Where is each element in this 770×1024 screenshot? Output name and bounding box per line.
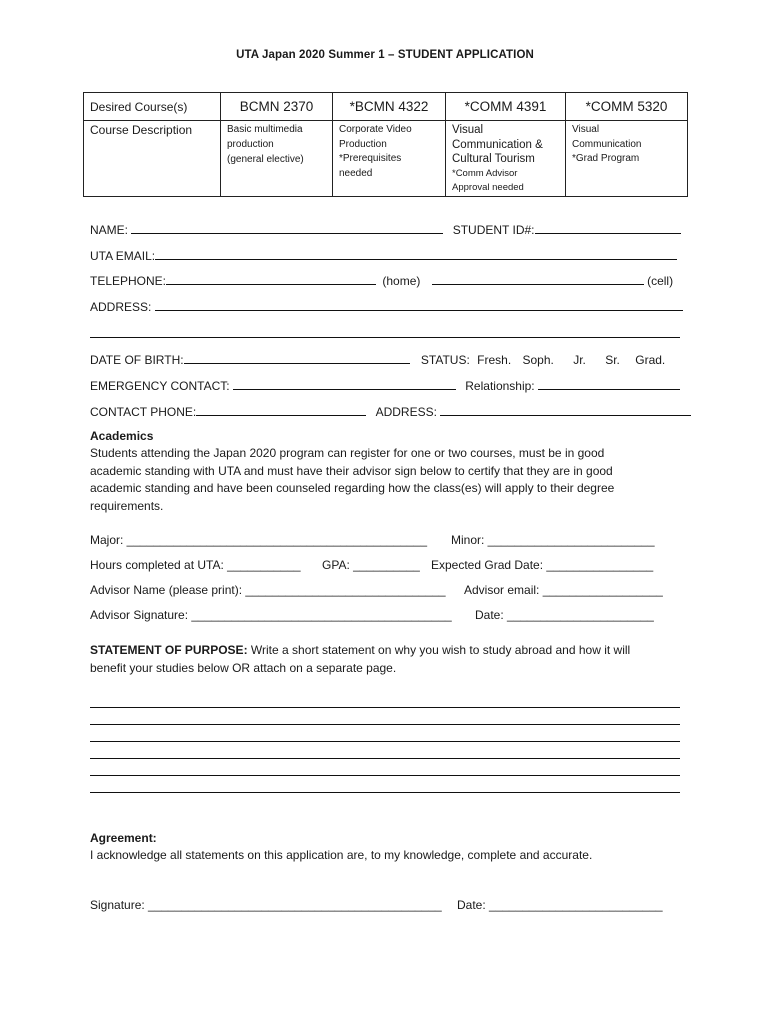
purpose-instruction: Write a short statement on why you wish to study abroad and how it will bbox=[247, 643, 631, 657]
desc-line: needed bbox=[339, 167, 373, 179]
purpose-writing-line[interactable] bbox=[90, 707, 680, 708]
emergency-row bbox=[90, 377, 680, 393]
academics-text bbox=[90, 445, 690, 515]
desc-line: *Grad Program bbox=[572, 153, 640, 165]
status-label: STATUS: bbox=[420, 353, 470, 367]
purpose-line-1 bbox=[90, 642, 690, 660]
status-option[interactable]: Jr. bbox=[573, 353, 586, 367]
contact-address-label: ADDRESS: bbox=[375, 405, 437, 419]
signature-field[interactable]: Signature: ____________________________________________ bbox=[90, 898, 442, 912]
contact-phone-label: CONTACT PHONE: bbox=[90, 405, 197, 419]
hours-field[interactable]: Hours completed at UTA: ___________ bbox=[90, 558, 301, 572]
minor-field[interactable]: Minor: _________________________ bbox=[451, 533, 655, 547]
course-description bbox=[333, 121, 446, 197]
desc-line: *Prerequisites bbox=[339, 153, 402, 165]
course-description bbox=[566, 121, 688, 197]
name-row bbox=[90, 221, 680, 237]
purpose-writing-line[interactable] bbox=[90, 741, 680, 742]
purpose-text bbox=[90, 642, 690, 677]
academics-line: Students attending the Japan 2020 program can register for one or two courses, must be in good bbox=[90, 446, 605, 460]
status-option[interactable]: Grad. bbox=[635, 353, 666, 367]
desc-line: Visual bbox=[452, 124, 484, 136]
academics-line: academic standing with UTA and must have their advisor sign below to certify that they are in good bbox=[90, 463, 613, 478]
dob-row bbox=[90, 351, 680, 367]
academics-heading: Academics bbox=[90, 429, 154, 443]
purpose-writing-line[interactable] bbox=[90, 758, 680, 759]
grad-date-field[interactable]: Expected Grad Date: ________________ bbox=[431, 558, 654, 572]
uta-email-label: UTA EMAIL: bbox=[90, 249, 156, 263]
course-description-label: Course Description bbox=[84, 121, 221, 197]
desc-line: Cultural Tourism bbox=[452, 153, 535, 166]
course-code: *COMM 5320 bbox=[566, 93, 688, 121]
advisor-signature-field[interactable]: Advisor Signature: _______________________________________ bbox=[90, 608, 452, 622]
course-code: BCMN 2370 bbox=[221, 93, 333, 121]
home-label: (home) bbox=[382, 274, 421, 288]
desc-line: *Comm Advisor bbox=[452, 167, 518, 179]
purpose-writing-line[interactable] bbox=[90, 775, 680, 776]
address-line-2[interactable] bbox=[90, 337, 680, 338]
desc-line: production bbox=[227, 138, 274, 150]
desc-line: Corporate Video bbox=[339, 124, 412, 135]
desired-courses-label: Desired Course(s) bbox=[84, 93, 221, 121]
contact-phone-field[interactable] bbox=[196, 403, 366, 416]
emergency-contact-field[interactable] bbox=[233, 377, 456, 390]
telephone-row bbox=[90, 272, 680, 288]
purpose-label: STATEMENT OF PURPOSE: bbox=[90, 643, 248, 657]
advisor-date-field[interactable]: Date: ______________________ bbox=[475, 608, 654, 622]
address-field[interactable] bbox=[155, 298, 683, 311]
desc-line: Approval needed bbox=[452, 182, 524, 194]
advisor-name-field[interactable]: Advisor Name (please print): ______________________________ bbox=[90, 583, 446, 597]
name-field[interactable] bbox=[131, 221, 443, 234]
uta-email-field[interactable] bbox=[155, 247, 677, 260]
course-table bbox=[83, 92, 688, 197]
emergency-contact-label: EMERGENCY CONTACT: bbox=[90, 379, 230, 393]
contact-phone-row bbox=[90, 403, 680, 419]
student-id-field[interactable] bbox=[535, 221, 681, 234]
status-option[interactable]: Sr. bbox=[605, 353, 620, 367]
desc-line: Basic multimedia bbox=[227, 124, 303, 135]
course-code: *COMM 4391 bbox=[446, 93, 566, 121]
email-row bbox=[90, 247, 680, 263]
agreement-text: I acknowledge all statements on this application are, to my knowledge, complete and accurate. bbox=[90, 848, 593, 862]
desc-line: Communication & bbox=[452, 138, 543, 151]
cell-phone-field[interactable] bbox=[432, 272, 644, 285]
desc-line: Production bbox=[339, 138, 387, 150]
status-option[interactable]: Soph. bbox=[522, 353, 554, 367]
student-id-label: STUDENT ID#: bbox=[452, 223, 535, 237]
dob-field[interactable] bbox=[184, 351, 410, 364]
desired-courses-row bbox=[84, 93, 688, 121]
name-label: NAME: bbox=[90, 223, 129, 237]
address-label: ADDRESS: bbox=[90, 300, 152, 314]
home-phone-field[interactable] bbox=[166, 272, 376, 285]
telephone-label: TELEPHONE: bbox=[90, 274, 167, 288]
academics-line: academic standing and have been counseled regarding how the class(es) will apply to their degree bbox=[90, 481, 615, 495]
advisor-email-field[interactable]: Advisor email: __________________ bbox=[464, 583, 663, 597]
purpose-writing-line[interactable] bbox=[90, 724, 680, 725]
contact-address-field[interactable] bbox=[440, 403, 691, 416]
academics-line: requirements. bbox=[90, 498, 164, 513]
form-title: UTA Japan 2020 Summer 1 – STUDENT APPLICATION bbox=[236, 49, 534, 61]
major-field[interactable]: Major: _____________________________________________ bbox=[90, 533, 427, 547]
relationship-field[interactable] bbox=[538, 377, 680, 390]
purpose-writing-line[interactable] bbox=[90, 792, 680, 793]
gpa-field[interactable]: GPA: __________ bbox=[322, 558, 420, 572]
purpose-line-2: benefit your studies below OR attach on a separate page. bbox=[90, 660, 397, 675]
status-option[interactable]: Fresh. bbox=[477, 353, 512, 367]
course-description bbox=[446, 121, 566, 197]
desc-line: Communication bbox=[572, 138, 642, 150]
cell-label: (cell) bbox=[647, 274, 674, 288]
course-description bbox=[221, 121, 333, 197]
desc-line: Visual bbox=[572, 124, 600, 135]
desc-line: (general elective) bbox=[227, 154, 304, 166]
course-description-row bbox=[84, 121, 688, 197]
dob-label: DATE OF BIRTH: bbox=[90, 353, 184, 367]
relationship-label: Relationship: bbox=[465, 379, 535, 393]
agreement-heading: Agreement: bbox=[90, 831, 157, 845]
signature-date-field[interactable]: Date: __________________________ bbox=[457, 898, 663, 912]
address-row bbox=[90, 298, 680, 314]
course-code: *BCMN 4322 bbox=[333, 93, 446, 121]
